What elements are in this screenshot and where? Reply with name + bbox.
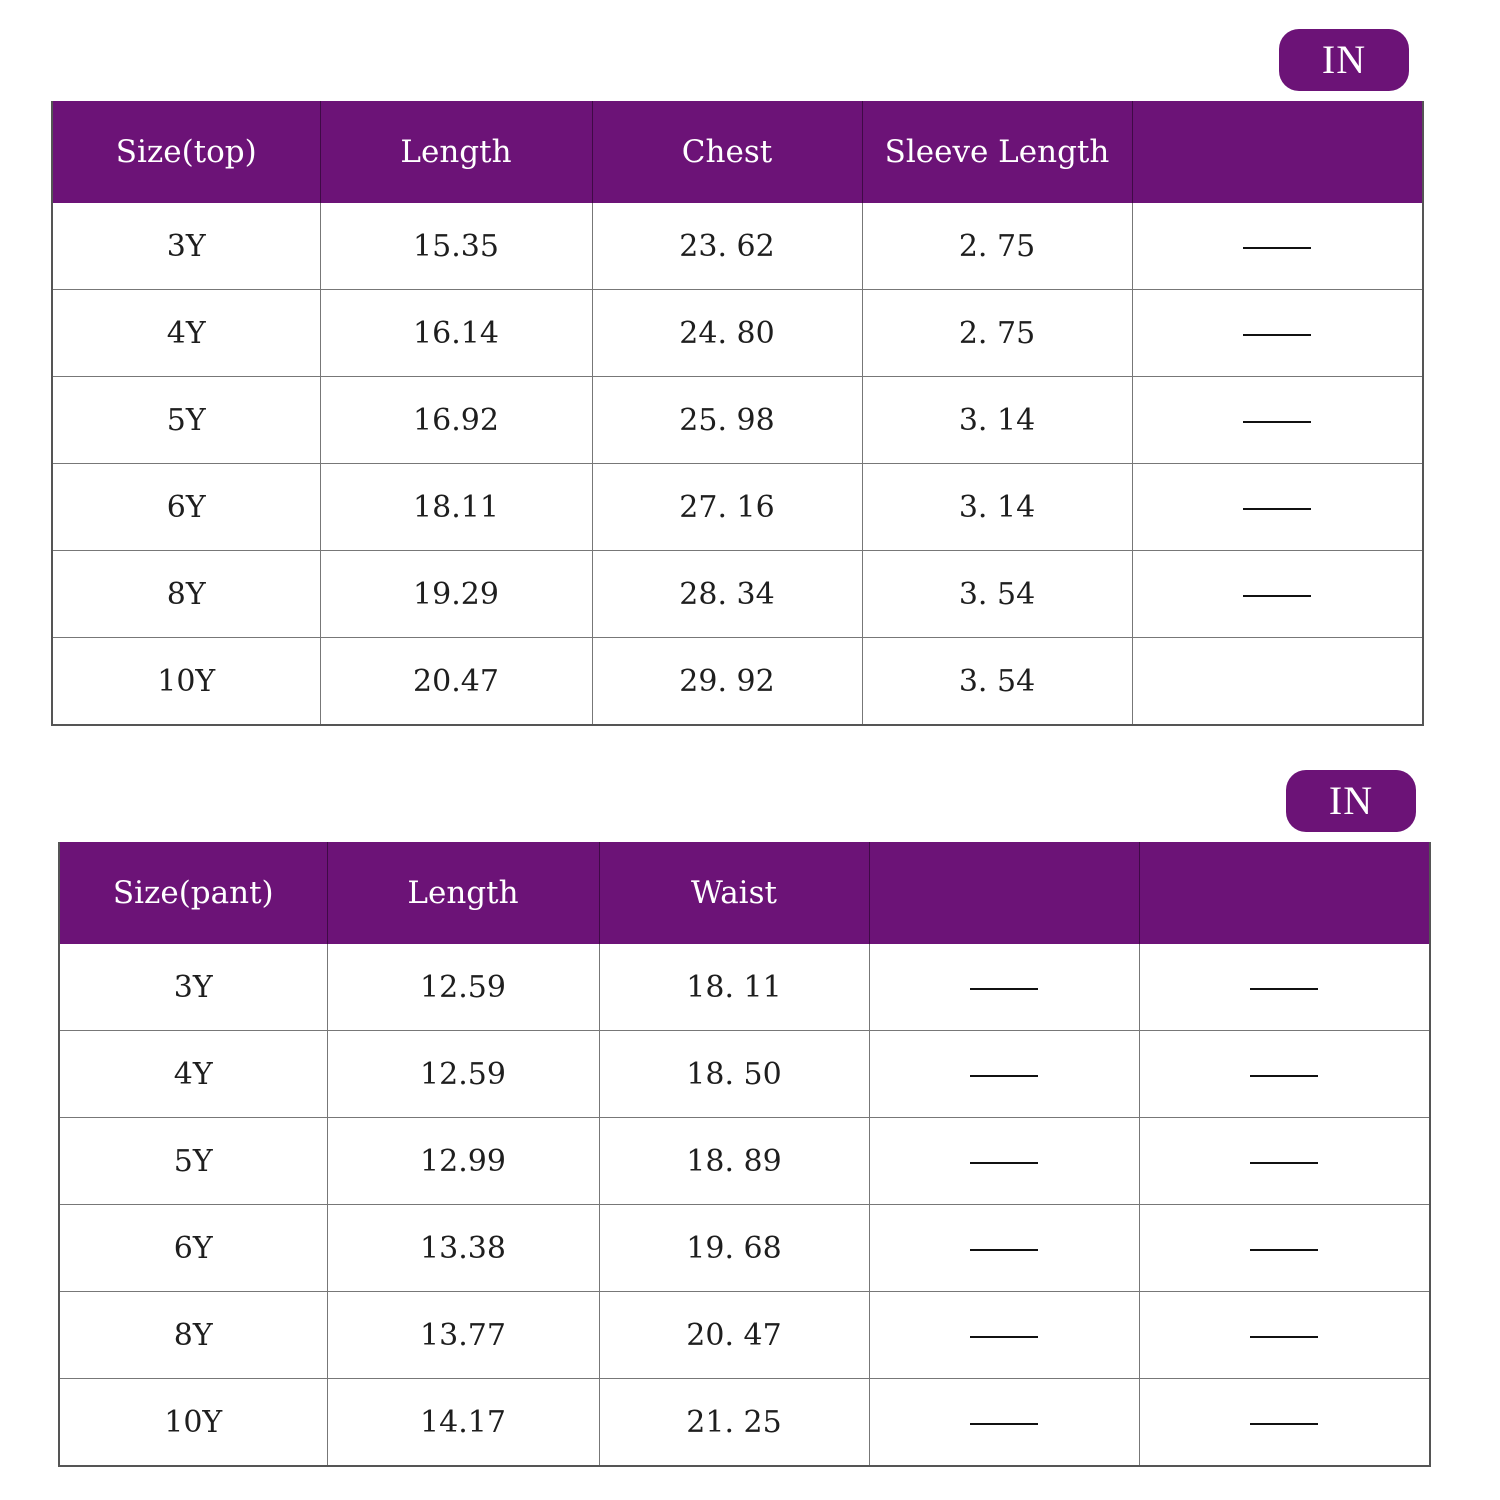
value-cell: 18.11 xyxy=(320,464,592,551)
unit-badge-top: IN xyxy=(1279,29,1409,91)
value-cell: 3. 14 xyxy=(862,464,1132,551)
value-cell: 12.59 xyxy=(327,944,599,1031)
dash-mark xyxy=(1243,508,1311,510)
header-cell: Length xyxy=(327,842,599,944)
dash-mark xyxy=(1250,1075,1318,1077)
table-row xyxy=(59,1379,1430,1467)
value-cell: 14.17 xyxy=(327,1379,599,1467)
value-cell xyxy=(869,1031,1139,1118)
value-cell xyxy=(869,1205,1139,1292)
header-cell: Chest xyxy=(592,101,862,203)
size-cell: 5Y xyxy=(59,1118,327,1205)
value-cell: 19.29 xyxy=(320,551,592,638)
value-cell: 21. 25 xyxy=(599,1379,869,1467)
header-cell: Length xyxy=(320,101,592,203)
value-cell: 18. 89 xyxy=(599,1118,869,1205)
value-cell: 29. 92 xyxy=(592,638,862,726)
dash-mark xyxy=(1250,988,1318,990)
table-row xyxy=(52,464,1423,551)
value-cell xyxy=(1132,638,1423,726)
dash-mark xyxy=(1243,334,1311,336)
table-row xyxy=(59,1292,1430,1379)
value-cell: 15.35 xyxy=(320,203,592,290)
value-cell: 16.92 xyxy=(320,377,592,464)
value-cell: 27. 16 xyxy=(592,464,862,551)
value-cell: 2. 75 xyxy=(862,203,1132,290)
value-cell xyxy=(869,1379,1139,1467)
table-row xyxy=(59,1205,1430,1292)
dash-mark xyxy=(970,988,1038,990)
size-cell: 5Y xyxy=(52,377,320,464)
size-cell: 6Y xyxy=(52,464,320,551)
value-cell xyxy=(1132,551,1423,638)
value-cell xyxy=(1139,944,1430,1031)
value-cell: 3. 54 xyxy=(862,638,1132,726)
value-cell xyxy=(1139,1292,1430,1379)
value-cell: 28. 34 xyxy=(592,551,862,638)
size-cell: 4Y xyxy=(52,290,320,377)
value-cell: 13.77 xyxy=(327,1292,599,1379)
value-cell: 19. 68 xyxy=(599,1205,869,1292)
size-cell: 3Y xyxy=(52,203,320,290)
header-cell: Waist xyxy=(599,842,869,944)
table-row xyxy=(52,377,1423,464)
value-cell xyxy=(1139,1205,1430,1292)
header-cell xyxy=(1139,842,1430,944)
dash-mark xyxy=(970,1162,1038,1164)
value-cell xyxy=(1139,1118,1430,1205)
size-cell: 6Y xyxy=(59,1205,327,1292)
value-cell: 12.59 xyxy=(327,1031,599,1118)
value-cell xyxy=(869,1292,1139,1379)
value-cell xyxy=(1132,203,1423,290)
header-cell xyxy=(869,842,1139,944)
dash-mark xyxy=(1250,1249,1318,1251)
table-row xyxy=(59,1031,1430,1118)
value-cell: 20. 47 xyxy=(599,1292,869,1379)
top-size-table xyxy=(51,101,1424,726)
size-cell: 4Y xyxy=(59,1031,327,1118)
value-cell: 16.14 xyxy=(320,290,592,377)
value-cell: 18. 11 xyxy=(599,944,869,1031)
dash-mark xyxy=(1243,421,1311,423)
header-row xyxy=(59,842,1430,944)
value-cell xyxy=(1132,290,1423,377)
table-row xyxy=(52,638,1423,726)
value-cell: 24. 80 xyxy=(592,290,862,377)
dash-mark xyxy=(970,1423,1038,1425)
value-cell: 25. 98 xyxy=(592,377,862,464)
table-row xyxy=(52,290,1423,377)
table-row xyxy=(52,551,1423,638)
dash-mark xyxy=(970,1336,1038,1338)
size-cell: 8Y xyxy=(52,551,320,638)
pant-size-table xyxy=(58,842,1431,1467)
value-cell: 20.47 xyxy=(320,638,592,726)
size-cell: 10Y xyxy=(52,638,320,726)
dash-mark xyxy=(1250,1162,1318,1164)
header-cell: Size(top) xyxy=(52,101,320,203)
value-cell xyxy=(869,1118,1139,1205)
table-row xyxy=(59,944,1430,1031)
header-cell xyxy=(1132,101,1423,203)
dash-mark xyxy=(970,1075,1038,1077)
value-cell: 18. 50 xyxy=(599,1031,869,1118)
dash-mark xyxy=(1243,247,1311,249)
header-row xyxy=(52,101,1423,203)
value-cell xyxy=(1139,1031,1430,1118)
unit-badge-pant: IN xyxy=(1286,770,1416,832)
size-cell: 10Y xyxy=(59,1379,327,1467)
value-cell xyxy=(869,944,1139,1031)
value-cell: 3. 14 xyxy=(862,377,1132,464)
size-cell: 3Y xyxy=(59,944,327,1031)
value-cell: 2. 75 xyxy=(862,290,1132,377)
value-cell: 3. 54 xyxy=(862,551,1132,638)
dash-mark xyxy=(970,1249,1038,1251)
value-cell: 23. 62 xyxy=(592,203,862,290)
dash-mark xyxy=(1250,1336,1318,1338)
table-row xyxy=(52,203,1423,290)
value-cell xyxy=(1132,377,1423,464)
value-cell xyxy=(1132,464,1423,551)
size-cell: 8Y xyxy=(59,1292,327,1379)
header-cell: Size(pant) xyxy=(59,842,327,944)
header-cell: Sleeve Length xyxy=(862,101,1132,203)
dash-mark xyxy=(1243,595,1311,597)
dash-mark xyxy=(1250,1423,1318,1425)
value-cell: 13.38 xyxy=(327,1205,599,1292)
table-row xyxy=(59,1118,1430,1205)
value-cell xyxy=(1139,1379,1430,1467)
value-cell: 12.99 xyxy=(327,1118,599,1205)
